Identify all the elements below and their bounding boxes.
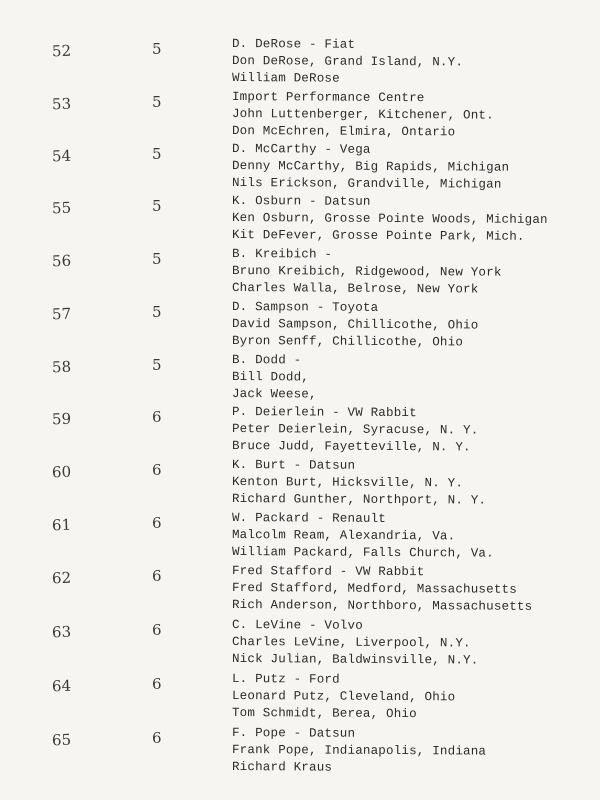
car-number: 57 xyxy=(51,304,72,324)
entry-lines xyxy=(232,89,494,140)
entry-lines xyxy=(232,617,478,668)
class-number: 6 xyxy=(152,621,162,639)
entrant-car: L. Putz - Ford xyxy=(231,672,340,687)
class-number: 5 xyxy=(152,356,162,374)
class-number: 6 xyxy=(152,675,162,693)
driver-2: Nick Julian, Baldwinsville, N.Y. xyxy=(231,652,479,668)
driver-1: Don DeRose, Grand Island, N.Y. xyxy=(231,54,464,70)
entry-lines xyxy=(232,457,486,508)
class-number: 6 xyxy=(152,408,162,426)
entrant-car: D. Sampson - Toyota xyxy=(231,300,379,315)
entrant-car: C. LeVine - Volvo xyxy=(231,618,363,633)
entry-lines xyxy=(232,725,486,776)
driver-2: Bruce Judd, Fayetteville, N. Y. xyxy=(231,439,471,455)
class-number: 6 xyxy=(152,514,162,532)
class-number: 5 xyxy=(152,250,162,268)
driver-1: Peter Deierlein, Syracuse, N. Y. xyxy=(231,422,479,438)
driver-2: Don McEchren, Elmira, Ontario xyxy=(231,124,456,140)
entry-lines xyxy=(232,404,478,455)
entrant-car: B. Kreibich - xyxy=(231,247,333,262)
car-number: 64 xyxy=(51,676,72,696)
driver-1: Ken Osburn, Grosse Pointe Woods, Michigan xyxy=(231,211,548,227)
class-number: 6 xyxy=(152,461,162,479)
driver-2: William DeRose xyxy=(231,71,340,86)
driver-1: Kenton Burt, Hicksville, N. Y. xyxy=(231,475,464,491)
class-number: 5 xyxy=(152,303,162,321)
entry-lines xyxy=(232,510,494,561)
driver-1: Charles LeVine, Liverpool, N.Y. xyxy=(231,635,471,651)
driver-2: Richard Kraus xyxy=(231,760,333,775)
entrant-car: Fred Stafford - VW Rabbit xyxy=(231,564,425,580)
entrant-car: Import Performance Centre xyxy=(231,90,425,106)
driver-2: William Packard, Falls Church, Va. xyxy=(231,545,494,561)
driver-2: Rich Anderson, Northboro, Massachusetts xyxy=(231,598,533,614)
entrant-car: D. McCarthy - Vega xyxy=(231,142,371,157)
entrant-car: P. Deierlein - VW Rabbit xyxy=(231,405,417,421)
driver-1: Fred Stafford, Medford, Massachusetts xyxy=(231,581,517,597)
entrant-car: W. Packard - Renault xyxy=(231,511,387,526)
car-number: 65 xyxy=(51,730,72,750)
car-number: 61 xyxy=(51,515,72,535)
class-number: 5 xyxy=(152,145,162,163)
entry-lines xyxy=(232,141,509,192)
driver-2: Tom Schmidt, Berea, Ohio xyxy=(231,706,417,722)
entrant-car: B. Dodd - xyxy=(231,353,302,368)
entry-lines xyxy=(232,246,502,297)
driver-1: Malcolm Ream, Alexandria, Va. xyxy=(231,528,456,544)
driver-2: Nils Erickson, Grandville, Michigan xyxy=(231,176,502,192)
driver-2: Jack Weese, xyxy=(231,387,317,402)
entry-lines xyxy=(232,36,463,87)
car-number: 52 xyxy=(51,41,72,61)
car-number: 56 xyxy=(51,251,72,271)
entry-lines xyxy=(232,352,317,403)
driver-1: Frank Pope, Indianapolis, Indiana xyxy=(231,743,487,759)
car-number: 53 xyxy=(51,94,72,114)
car-number: 54 xyxy=(51,146,72,166)
entry-lines xyxy=(232,671,455,722)
entrant-car: F. Pope - Datsun xyxy=(231,726,356,741)
class-number: 5 xyxy=(152,93,162,111)
car-number: 55 xyxy=(51,198,72,218)
entrant-car: K. Burt - Datsun xyxy=(231,458,356,473)
driver-2: Charles Walla, Belrose, New York xyxy=(231,281,479,297)
driver-2: Byron Senff, Chillicothe, Ohio xyxy=(231,334,464,350)
driver-2: Richard Gunther, Northport, N. Y. xyxy=(231,492,487,508)
entry-lines xyxy=(232,563,532,614)
driver-1: John Luttenberger, Kitchener, Ont. xyxy=(231,107,494,123)
car-number: 59 xyxy=(51,409,72,429)
class-number: 6 xyxy=(152,729,162,747)
driver-1: Leonard Putz, Cleveland, Ohio xyxy=(231,689,456,705)
car-number: 60 xyxy=(51,462,72,482)
driver-1: Denny McCarthy, Big Rapids, Michigan xyxy=(231,159,510,175)
class-number: 6 xyxy=(152,567,162,585)
driver-2: Kit DeFever, Grosse Pointe Park, Mich. xyxy=(231,228,525,244)
car-number: 63 xyxy=(51,622,72,642)
entry-lines xyxy=(232,299,478,350)
car-number: 62 xyxy=(51,568,72,588)
entry-lines xyxy=(232,193,548,244)
entrant-car: K. Osburn - Datsun xyxy=(231,194,371,209)
driver-1: David Sampson, Chillicothe, Ohio xyxy=(231,317,479,333)
class-number: 5 xyxy=(152,197,162,215)
driver-1: Bill Dodd, xyxy=(231,370,310,385)
car-number: 58 xyxy=(51,357,72,377)
entrant-car: D. DeRose - Fiat xyxy=(231,37,356,52)
driver-1: Bruno Kreibich, Ridgewood, New York xyxy=(231,264,502,280)
class-number: 5 xyxy=(152,40,162,58)
